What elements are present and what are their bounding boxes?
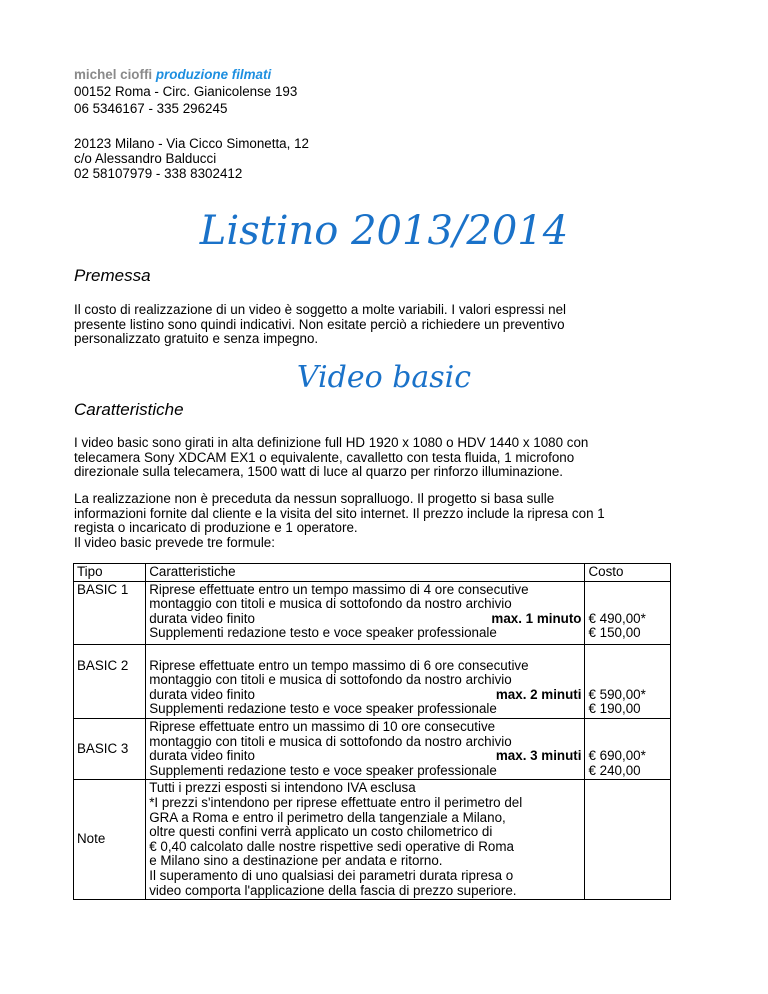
caratteristiche-cell (146, 718, 585, 779)
feature-line: Riprese effettuate entro un tempo massimo di 6 ore consecutive (149, 657, 529, 673)
premessa-line: personalizzato gratuito e senza impegno. (74, 331, 319, 347)
caratteristiche-cell (146, 644, 585, 718)
table-row-basic-1 (74, 581, 671, 644)
premessa-paragraph (74, 303, 566, 347)
price-value: € 490,00* (588, 610, 646, 626)
note-line: Il superamento di uno qualsiasi dei parametri durata ripresa o (149, 867, 514, 883)
note-line: Tutti i prezzi esposti si intendono IVA esclusa (149, 780, 416, 796)
tipo-cell: BASIC 1 (74, 581, 146, 644)
supplement-value: € 190,00 (588, 701, 641, 717)
paragraph-line: I video basic sono girati in alta definizione full HD 1920 x 1080 o HDV 1440 x 1080 con (74, 435, 589, 450)
paragraph-line: direzionale sulla telecamera, 1500 watt di luce al quarzo per rinforzo illuminazione. (74, 464, 564, 480)
note-empty-cell (585, 780, 671, 900)
durata-label: durata video finito (149, 686, 255, 702)
feature-line: Supplementi redazione testo e voce speaker professionale (149, 701, 497, 717)
paragraph-line: regista o incaricato di produzione e 1 operatore. (74, 520, 358, 536)
letterhead-brand (74, 67, 271, 82)
note-line: € 0,40 calcolato dalle nostre rispettive sedi operative di Roma (149, 838, 514, 854)
header-tipo: Tipo (74, 564, 146, 582)
price-table (73, 563, 671, 900)
milano-co: c/o Alessandro Balducci (74, 151, 217, 166)
costo-cell (585, 644, 671, 718)
table-row-basic-2 (74, 644, 671, 718)
roma-address: 00152 Roma - Circ. Gianicolense 193 (74, 84, 298, 99)
feature-line: Riprese effettuate entro un tempo massimo di 4 ore consecutive (149, 581, 529, 597)
milano-address: 20123 Milano - Via Cicco Simonetta, 12 (74, 136, 309, 151)
caratteristiche-cell (146, 581, 585, 644)
feature-line: montaggio con titoli e musica di sottofondo da nostro archivio (149, 733, 512, 749)
table-row-note (74, 780, 671, 900)
durata-line (149, 688, 581, 703)
supplement-value: € 150,00 (588, 625, 641, 641)
roma-phones: 06 5346167 - 335 296245 (74, 101, 228, 116)
milano-phones: 02 58107979 - 338 8302412 (74, 166, 243, 181)
durata-line (149, 749, 581, 764)
note-line: e Milano sino a destinazione per andata e ritorno. (149, 853, 443, 869)
costo-cell (585, 718, 671, 779)
video-basic-paragraph-2 (74, 492, 605, 550)
durata-value: max. 1 minuto (491, 610, 582, 626)
feature-line: Supplementi redazione testo e voce speaker professionale (149, 625, 497, 641)
paragraph-line: La realizzazione non è preceduta da nessun sopralluogo. Il progetto si basa sulle (74, 491, 555, 506)
premessa-line: presente listino sono quindi indicativi. Non esitate perciò a richiedere un preventivo (74, 316, 565, 332)
paragraph-line: telecamera Sony XDCAM EX1 o equivalente, cavalletto con testa fluida, 1 microfono (74, 449, 575, 465)
durata-value: max. 2 minuti (495, 686, 582, 702)
paragraph-line: informazioni fornite dal cliente e la visita del sito internet. Il prezzo include la ripresa con 1 (74, 505, 605, 521)
feature-line: montaggio con titoli e musica di sottofondo da nostro archivio (149, 596, 512, 612)
feature-line: Riprese effettuate entro un massimo di 10 ore consecutive (149, 718, 496, 734)
supplement-value: € 240,00 (588, 762, 641, 778)
durata-value: max. 3 minuti (495, 748, 582, 764)
note-line: oltre questi confini verrà applicato un costo chilometrico di (149, 824, 493, 840)
table-header-row (74, 564, 671, 582)
brand-name: michel cioffi (74, 67, 153, 82)
durata-line (149, 612, 581, 627)
price-value: € 590,00* (588, 686, 646, 702)
note-line: *I prezzi s'intendono per riprese effettuate entro il perimetro del (149, 794, 523, 810)
tipo-cell: BASIC 3 (74, 718, 146, 779)
note-line: video comporta l'applicazione della fascia di prezzo superiore. (149, 882, 517, 898)
costo-cell (585, 581, 671, 644)
video-basic-paragraph-1 (74, 436, 588, 480)
page-title: Listino 2013/2014 (199, 208, 569, 254)
durata-label: durata video finito (149, 610, 255, 626)
note-line: GRA a Roma e entro il perimetro della tangenziale a Milano, (149, 809, 506, 825)
price-value: € 690,00* (588, 748, 646, 764)
note-label-cell: Note (74, 780, 146, 900)
video-basic-title: Video basic (296, 360, 472, 395)
caratteristiche-heading: Caratteristiche (74, 400, 184, 419)
note-text-cell (146, 780, 585, 900)
feature-line: montaggio con titoli e musica di sottofondo da nostro archivio (149, 672, 512, 688)
durata-label: durata video finito (149, 748, 255, 764)
paragraph-line: Il video basic prevede tre formule: (74, 534, 275, 550)
feature-line: Supplementi redazione testo e voce speaker professionale (149, 762, 497, 778)
header-costo: Costo (585, 564, 671, 582)
table-row-basic-3 (74, 718, 671, 779)
premessa-line: Il costo di realizzazione di un video è soggetto a molte variabili. I valori espressi nel (74, 302, 566, 317)
premessa-heading: Premessa (74, 266, 151, 285)
tipo-cell: BASIC 2 (74, 644, 146, 718)
header-caratteristiche: Caratteristiche (146, 564, 585, 582)
brand-tagline: produzione filmati (155, 67, 272, 82)
